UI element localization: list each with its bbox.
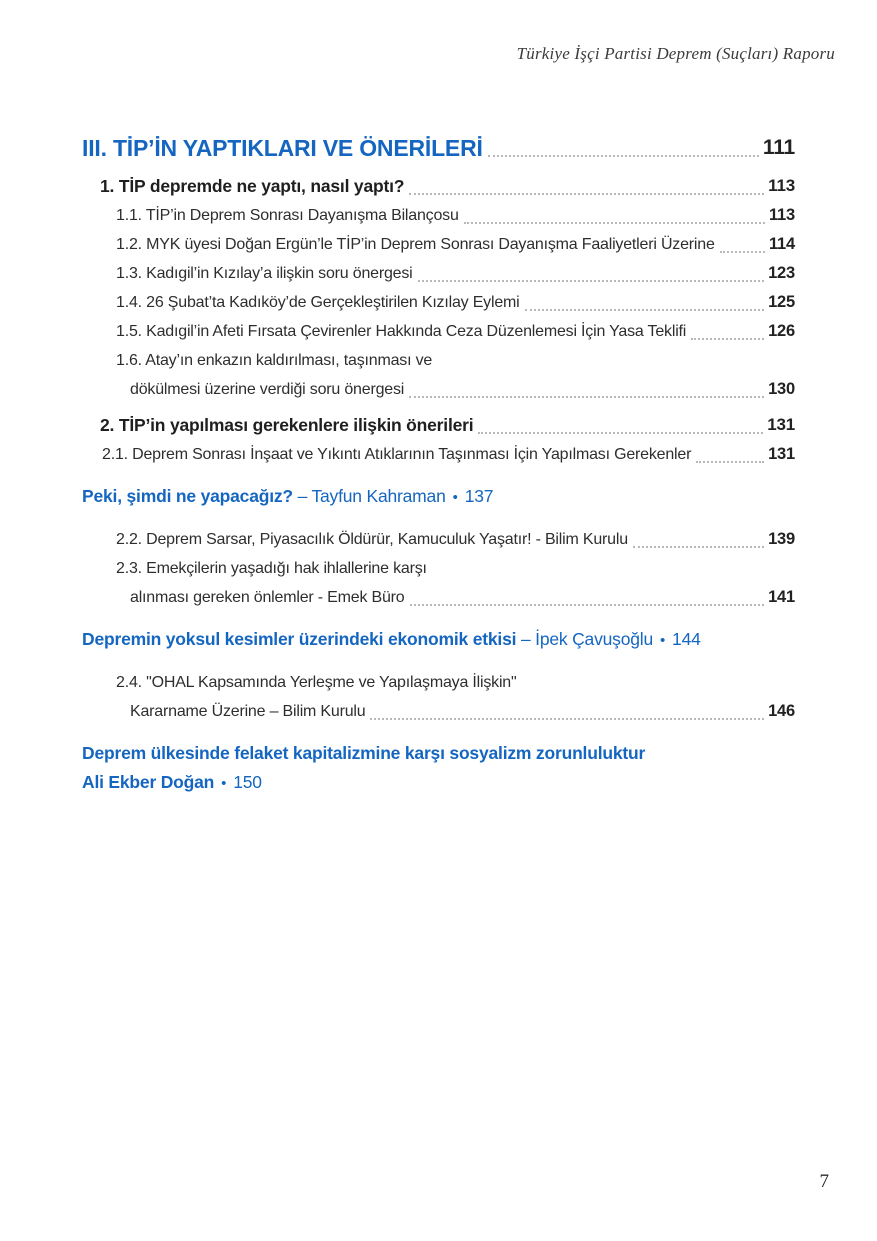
bullet-separator-icon: • [452, 489, 458, 506]
part-author: – Tayfun Kahraman [292, 486, 446, 506]
toc-part-title[interactable] [82, 625, 795, 655]
toc-entry-page: 113 [768, 176, 795, 195]
toc-entry-label-continued: dökülmesi üzerine verdiği soru önergesi [130, 381, 405, 398]
toc-entry-label: 2.3. Emekçilerin yaşadığı hak ihlallerine karşı [116, 560, 427, 577]
dotted-leader [525, 309, 765, 311]
toc-entry-label: 2. TİP’in yapılması gerekenlere ilişkin önerileri [100, 415, 474, 435]
part-author: Ali Ekber Doğan [82, 772, 215, 792]
toc-entry-label: 1.2. MYK üyesi Doğan Ergün’le TİP’in Deprem Sonrası Dayanışma Faaliyetleri Üzerine [116, 236, 715, 253]
dotted-leader [488, 155, 759, 157]
bullet-separator-icon: • [659, 632, 666, 649]
dotted-leader [409, 193, 764, 195]
toc-entry-page: 114 [768, 235, 795, 253]
toc-entry[interactable] [82, 410, 795, 440]
toc-entry-label: 2.4. "OHAL Kapsamında Yerleşme ve Yapılaşmaya İlişkin" [116, 674, 517, 691]
toc-entry-label: 1.6. Atay’ın enkazın kaldırılması, taşınması ve [116, 352, 433, 369]
toc-entry[interactable] [82, 554, 795, 612]
toc-entry[interactable] [82, 259, 795, 288]
toc-entry-page: 125 [768, 293, 795, 311]
toc-entry-label: 1. TİP depremde ne yaptı, nasıl yaptı? [100, 176, 405, 196]
dotted-leader [418, 280, 765, 282]
toc-entry-label: 2.2. Deprem Sarsar, Piyasacılık Öldürür, Kamuculuk Yaşatır! - Bilim Kurulu [116, 531, 628, 548]
toc-entry-label: III. TİP’İN YAPTIKLARI VE ÖNERİLERİ [82, 135, 483, 161]
dotted-leader [633, 546, 764, 548]
toc-entry-page: 111 [762, 136, 795, 159]
part-title-text: Deprem ülkesinde felaket kapitalizmine karşı sosyalizm zorunluluktur [82, 743, 646, 763]
dotted-leader [691, 338, 764, 340]
toc-entry[interactable] [82, 230, 795, 259]
toc-entry[interactable] [82, 525, 795, 554]
part-author: – İpek Çavuşoğlu [516, 629, 653, 649]
toc-entry-label: 1.1. TİP’in Deprem Sonrası Dayanışma Bilançosu [116, 207, 459, 224]
dotted-leader [696, 461, 764, 463]
toc-part-title[interactable] [82, 739, 795, 798]
running-header-title: Türkiye İşçi Partisi Deprem (Suçları) Raporu [516, 44, 835, 63]
toc-entry-label: 2.1. Deprem Sonrası İnşaat ve Yıkıntı Atıklarının Taşınması İçin Yapılması Gerekenler [102, 446, 692, 463]
toc-entry-page: 139 [768, 530, 795, 548]
part-title-text: Peki, şimdi ne yapacağız? [82, 486, 293, 506]
dotted-leader [464, 222, 765, 224]
toc-entry[interactable] [82, 346, 795, 404]
dotted-leader [370, 718, 764, 720]
toc-entry-page: 126 [768, 322, 795, 340]
toc-entry[interactable] [82, 317, 795, 346]
part-page: 144 [672, 629, 701, 649]
toc-entry-label: 1.4. 26 Şubat’ta Kadıköy’de Gerçekleştirilen Kızılay Eylemi [116, 294, 520, 311]
toc-section-title[interactable] [82, 131, 795, 165]
part-title-text: Depremin yoksul kesimler üzerindeki ekonomik etkisi [82, 629, 517, 649]
table-of-contents [82, 131, 795, 811]
toc-entry[interactable] [82, 288, 795, 317]
toc-entry-label: 1.3. Kadıgil’in Kızılay’a ilişkin soru önergesi [116, 265, 413, 282]
toc-entry-page: 131 [767, 415, 795, 434]
toc-entry[interactable] [82, 171, 795, 201]
toc-entry-label-continued: Kararname Üzerine – Bilim Kurulu [130, 703, 366, 720]
toc-entry-label: 1.5. Kadıgil’in Afeti Fırsata Çevirenler Hakkında Ceza Düzenlemesi İçin Yasa Teklifi [116, 323, 687, 340]
dotted-leader [478, 432, 763, 434]
toc-entry-page: 113 [768, 206, 795, 224]
toc-entry-page: 141 [768, 588, 795, 606]
toc-entry-label-continued: alınması gereken önlemler - Emek Büro [130, 589, 405, 606]
dotted-leader [720, 251, 765, 253]
part-page: 150 [233, 772, 262, 792]
toc-entry-page: 130 [768, 380, 795, 398]
part-page: 137 [464, 486, 494, 506]
toc-entry[interactable] [82, 201, 795, 230]
bullet-separator-icon: • [221, 775, 227, 792]
toc-part-title[interactable] [82, 482, 795, 512]
toc-entry-page: 123 [768, 264, 795, 282]
dotted-leader [410, 604, 765, 606]
toc-entry-page: 131 [768, 445, 795, 463]
toc-entry[interactable] [82, 440, 795, 469]
dotted-leader [409, 396, 764, 398]
toc-entry[interactable] [82, 668, 795, 726]
page-number: 7 [819, 1171, 829, 1192]
toc-entry-page: 146 [768, 702, 795, 720]
